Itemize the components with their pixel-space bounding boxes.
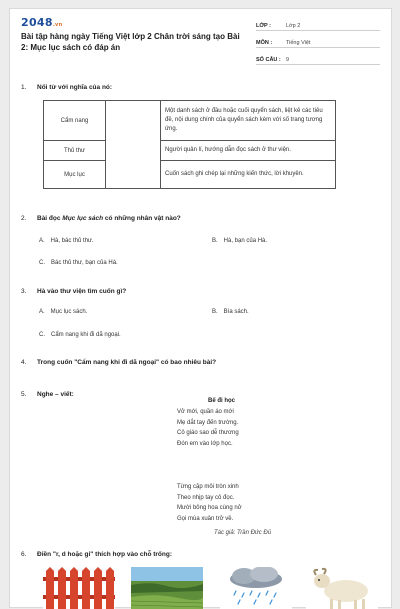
poem-line: Từng cặp môi tròn xinh xyxy=(177,484,239,490)
question-number: 5. xyxy=(21,391,27,398)
matching-table xyxy=(43,100,336,189)
poem-line: Vở mới, quần áo mới xyxy=(177,409,234,415)
option-b[interactable] xyxy=(212,238,267,244)
meta-row-subject xyxy=(256,33,380,48)
question-text xyxy=(37,215,181,222)
option-text: Hà, bác thủ thư. xyxy=(50,238,94,244)
meta-value: Tiếng Việt xyxy=(286,40,311,46)
rain-cloud-picture xyxy=(220,567,292,609)
picture-row xyxy=(43,567,373,609)
logo-suffix: .vn xyxy=(52,22,63,28)
question-number: 6. xyxy=(21,551,27,558)
option-letter: B. xyxy=(212,238,218,244)
poem-line: Cô giáo sao dễ thương xyxy=(177,430,239,436)
meta-row-class xyxy=(256,16,380,31)
question-number: 3. xyxy=(21,288,27,295)
question-text-post: có những nhân vật nào? xyxy=(103,215,181,222)
term-cell[interactable]: Thủ thư xyxy=(44,141,106,161)
meta-key: MÔN : xyxy=(256,40,273,46)
poem-stanza-1 xyxy=(177,407,327,449)
option-text: Bác thủ thư, bạn của Hà. xyxy=(51,260,118,266)
option-letter: A. xyxy=(39,309,45,315)
poem-line: Gọi mùa xuân trở về. xyxy=(177,515,234,522)
meta-value: Lớp 2 xyxy=(286,23,301,29)
question-text: Nối từ với nghĩa của nó: xyxy=(37,84,113,91)
question-text-pre: Bài đọc xyxy=(37,215,63,222)
poem-line: Theo nhịp tay cô đọc. xyxy=(177,494,235,501)
option-c[interactable] xyxy=(39,332,121,338)
option-letter: B. xyxy=(212,309,218,315)
question-number: 4. xyxy=(21,359,27,366)
page-title: Bài tập hàng ngày Tiếng Việt lớp 2 Chân trời sáng tạo Bài 2: Mục lục sách có đáp án xyxy=(21,32,240,52)
logo-text: 2048 xyxy=(21,16,53,29)
option-letter: C. xyxy=(39,332,45,338)
poem-line: Mười bông hoa cùng nở xyxy=(177,505,242,511)
question-text: Hà vào thư viện tìm cuốn gì? xyxy=(37,288,127,295)
option-text: Bìa sách. xyxy=(223,309,249,315)
meta-row-count xyxy=(256,50,380,65)
meta-key: SỐ CÂU : xyxy=(256,57,281,63)
term-cell[interactable]: Mục lục xyxy=(44,161,106,189)
poem-author: Tác giả: Trần Đức Đủ xyxy=(214,530,272,536)
poem-stanza-2 xyxy=(177,482,242,524)
question-number: 1. xyxy=(21,84,27,91)
matching-gap xyxy=(106,101,161,189)
question-text: Nghe – viết: xyxy=(37,391,74,398)
question-number: 2. xyxy=(21,215,27,222)
question-text-title: Mục lục sách xyxy=(62,215,104,222)
question-text: Điền "r, d hoặc gi" thích hợp vào chỗ trống: xyxy=(37,551,173,558)
table-row xyxy=(44,101,336,141)
question-text: Trong cuốn "Cẩm nang khi đi dã ngoại" có bao nhiêu bài? xyxy=(37,359,217,366)
table-row xyxy=(44,161,336,189)
meaning-cell[interactable]: Người quản lí, hướng dẫn đọc sách ở thư viện. xyxy=(161,141,336,161)
goat-picture xyxy=(306,567,378,609)
meta-key: LỚP : xyxy=(256,23,271,29)
meta-info xyxy=(256,16,380,67)
option-text: Cẩm nang khi đi dã ngoại. xyxy=(51,332,121,338)
poem-line: Đón em vào lớp học. xyxy=(177,440,233,447)
option-a[interactable] xyxy=(39,309,87,315)
option-c[interactable] xyxy=(39,260,118,266)
term-cell[interactable]: Cẩm nang xyxy=(44,101,106,141)
meaning-cell[interactable]: Cuốn sách ghi chép lại những kiến thức, lời khuyên. xyxy=(161,161,336,189)
meaning-cell[interactable]: Một danh sách ở đầu hoặc cuối quyển sách, liệt kê các tiêu đề, nội dung chính của quyển sách kèm với số trang tương ứng. xyxy=(161,101,336,141)
option-a[interactable] xyxy=(39,238,94,244)
option-letter: A. xyxy=(39,238,45,244)
table-row xyxy=(44,141,336,161)
option-letter: C. xyxy=(39,260,45,266)
meta-value: 9 xyxy=(286,57,290,63)
worksheet-page xyxy=(9,8,392,608)
header xyxy=(10,9,391,61)
field-picture xyxy=(131,567,203,609)
option-b[interactable] xyxy=(212,309,249,315)
option-text: Hà, bạn của Hà. xyxy=(223,238,268,244)
logo[interactable] xyxy=(21,16,62,29)
option-text: Mục lục sách. xyxy=(50,309,88,315)
poem-title: Bế đi học xyxy=(208,398,236,404)
poem-line: Mẹ dắt tay đến trường. xyxy=(177,419,239,426)
fence-picture xyxy=(43,567,115,609)
